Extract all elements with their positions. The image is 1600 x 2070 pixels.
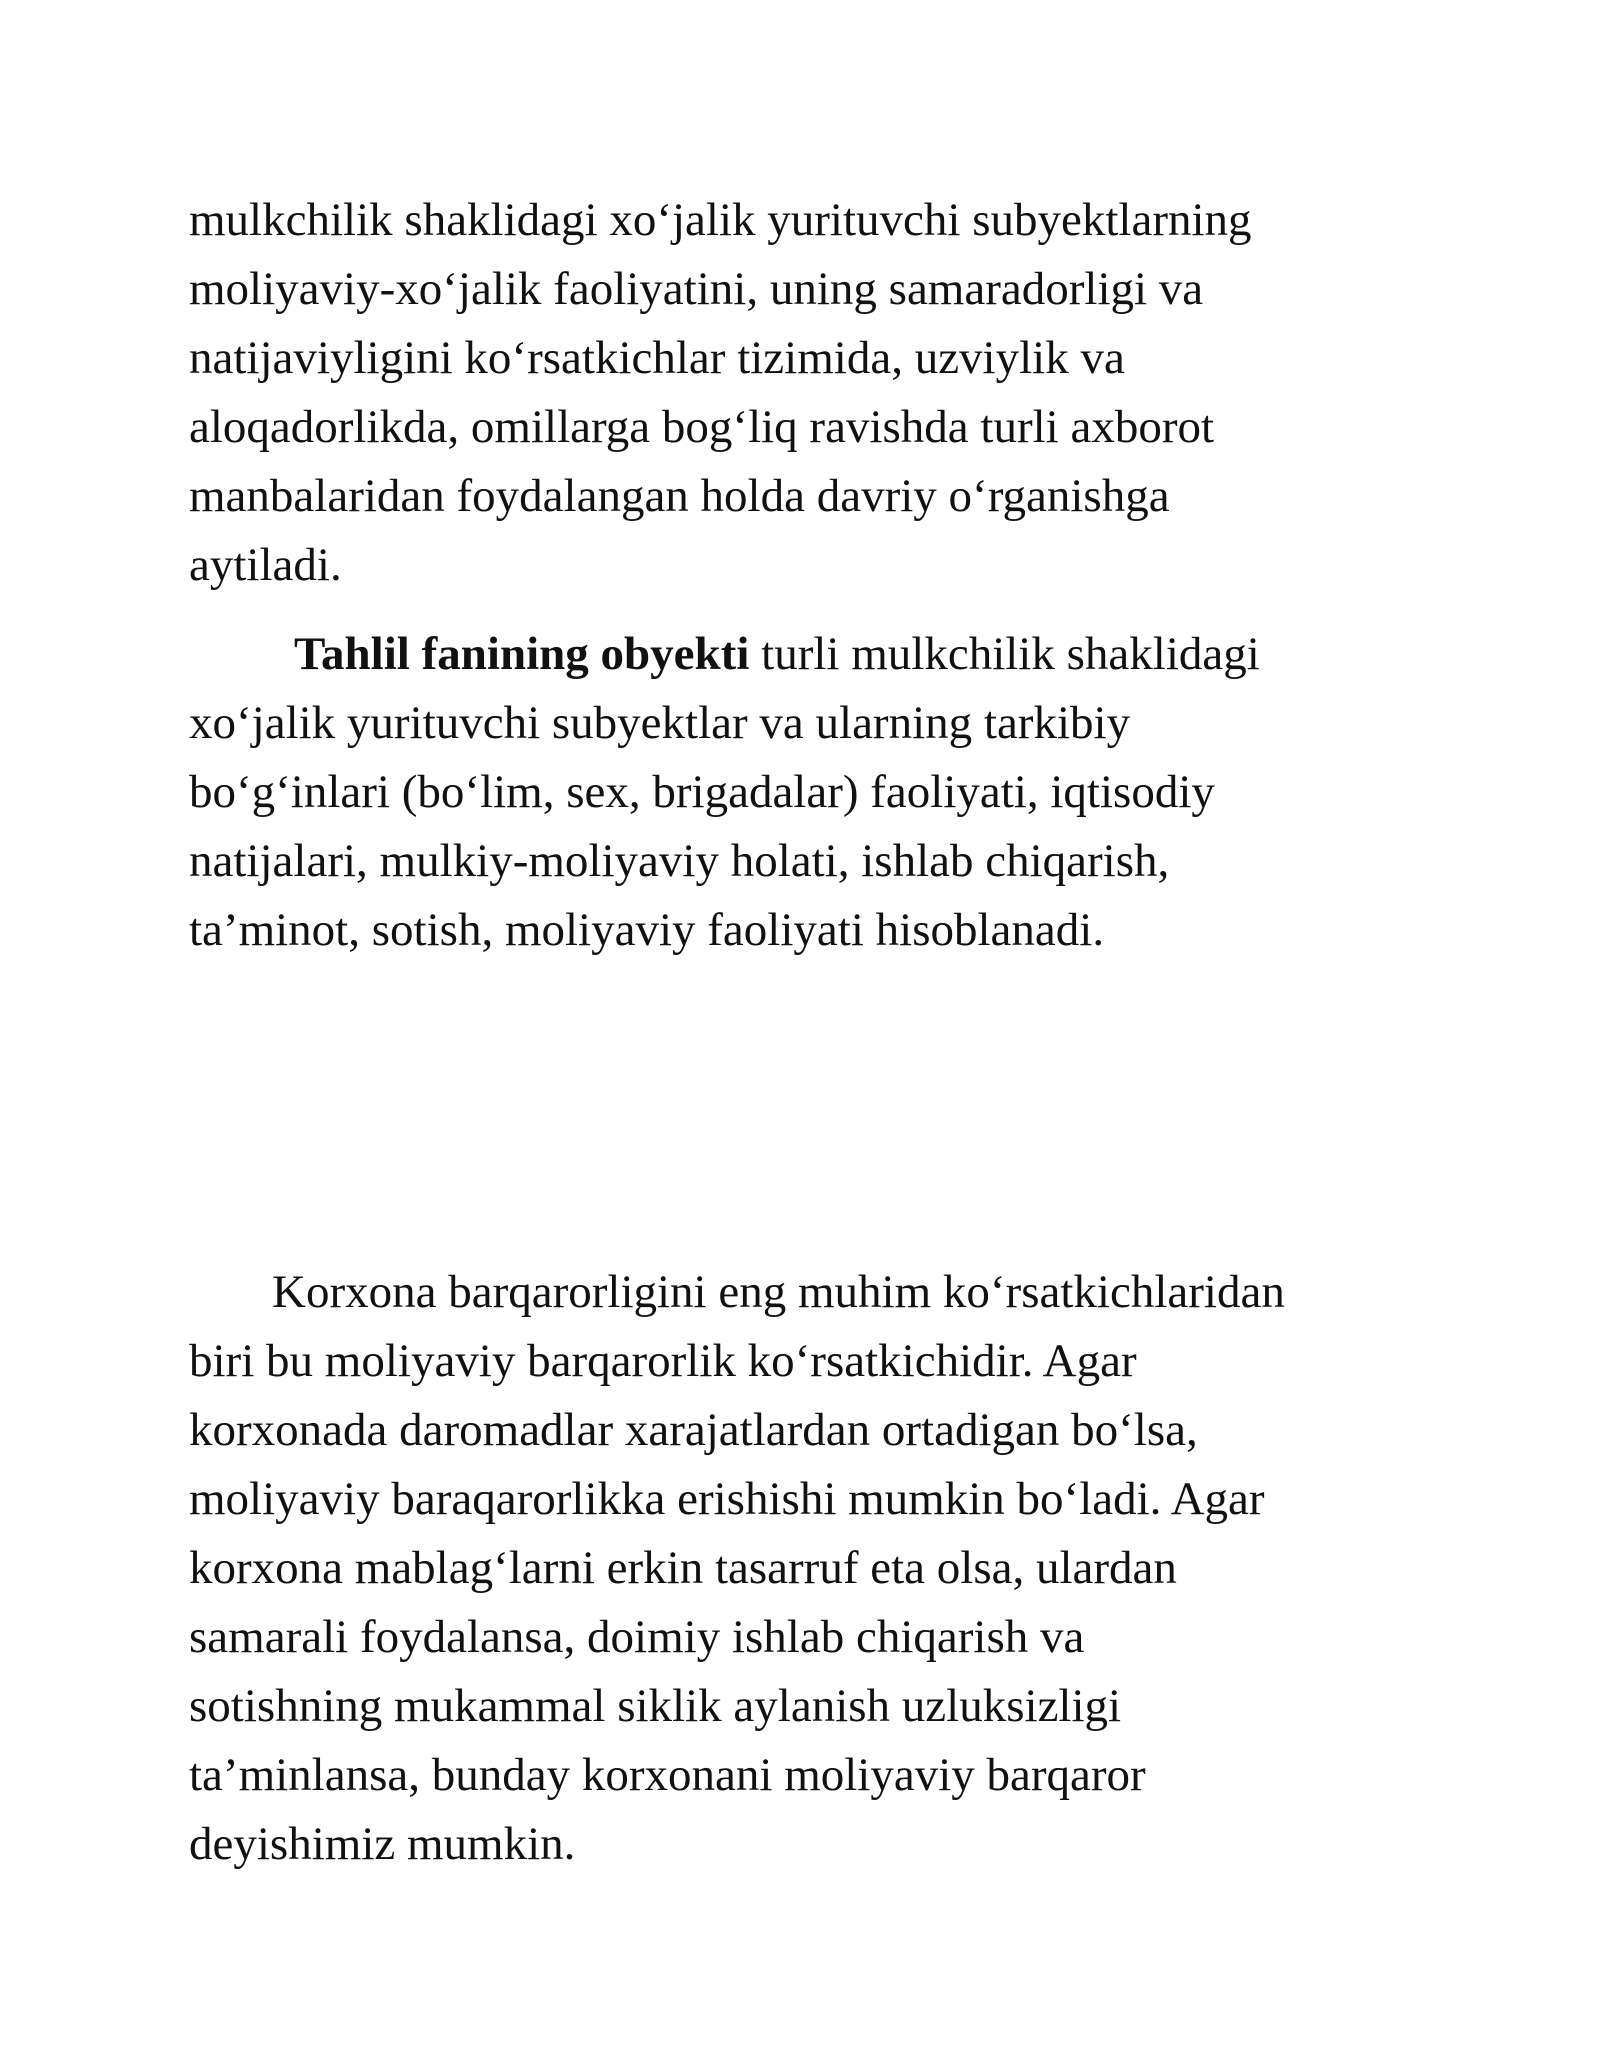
paragraph-3-line-8: ta’minlansa, bunday korxonani moliyaviy barqaror <box>189 1749 1146 1801</box>
paragraph-2-line-1-rest: turli mulkchilik shaklidagi <box>749 628 1260 680</box>
paragraph-2-bold-term: Tahlil fanining obyekti <box>294 628 750 680</box>
paragraph-3-line-7: sotishning mukammal siklik aylanish uzluksizligi <box>189 1680 1122 1732</box>
paragraph-1-line-3: natijaviyligini ko‘rsatkichlar tizimida, uzviylik va <box>189 332 1125 384</box>
paragraph-2-line-5: ta’minot, sotish, moliyaviy faoliyati hisoblanadi. <box>189 904 1105 956</box>
paragraph-1-line-1: mulkchilik shaklidagi xo‘jalik yurituvchi subyektlarning <box>189 194 1252 246</box>
paragraph-2-line-4: natijalari, mulkiy-moliyaviy holati, ishlab chiqarish, <box>189 835 1170 887</box>
paragraph-3-line-1: Korxona barqarorligini eng muhim ko‘rsatkichlaridan <box>272 1266 1285 1318</box>
paragraph-2-line-2: xo‘jalik yurituvchi subyektlar va ularning tarkibiy <box>189 697 1131 749</box>
paragraph-1-line-5: manbalaridan foydalangan holda davriy o‘rganishga <box>189 470 1170 522</box>
paragraph-2-line-1 <box>294 624 1260 684</box>
paragraph-2-line-3: bo‘g‘inlari (bo‘lim, sex, brigadalar) faoliyati, iqtisodiy <box>189 766 1215 818</box>
paragraph-3-line-5: korxona mablag‘larni erkin tasarruf eta olsa, ulardan <box>189 1542 1177 1594</box>
paragraph-1-line-2: moliyaviy-xo‘jalik faoliyatini, uning samaradorligi va <box>189 263 1204 315</box>
paragraph-1-line-4: aloqadorlikda, omillarga bog‘liq ravishda turli axborot <box>189 401 1215 453</box>
paragraph-3-line-4: moliyaviy baraqarorlikka erishishi mumkin bo‘ladi. Agar <box>189 1473 1265 1525</box>
paragraph-1-line-6: aytiladi. <box>189 539 342 591</box>
paragraph-3-line-3: korxonada daromadlar xarajatlardan ortadigan bo‘lsa, <box>189 1404 1198 1456</box>
paragraph-3-line-9: deyishimiz mumkin. <box>189 1818 576 1870</box>
paragraph-3-line-2: biri bu moliyaviy barqarorlik ko‘rsatkichidir. Agar <box>189 1335 1137 1387</box>
paragraph-3-line-6: samarali foydalansa, doimiy ishlab chiqarish va <box>189 1611 1085 1663</box>
